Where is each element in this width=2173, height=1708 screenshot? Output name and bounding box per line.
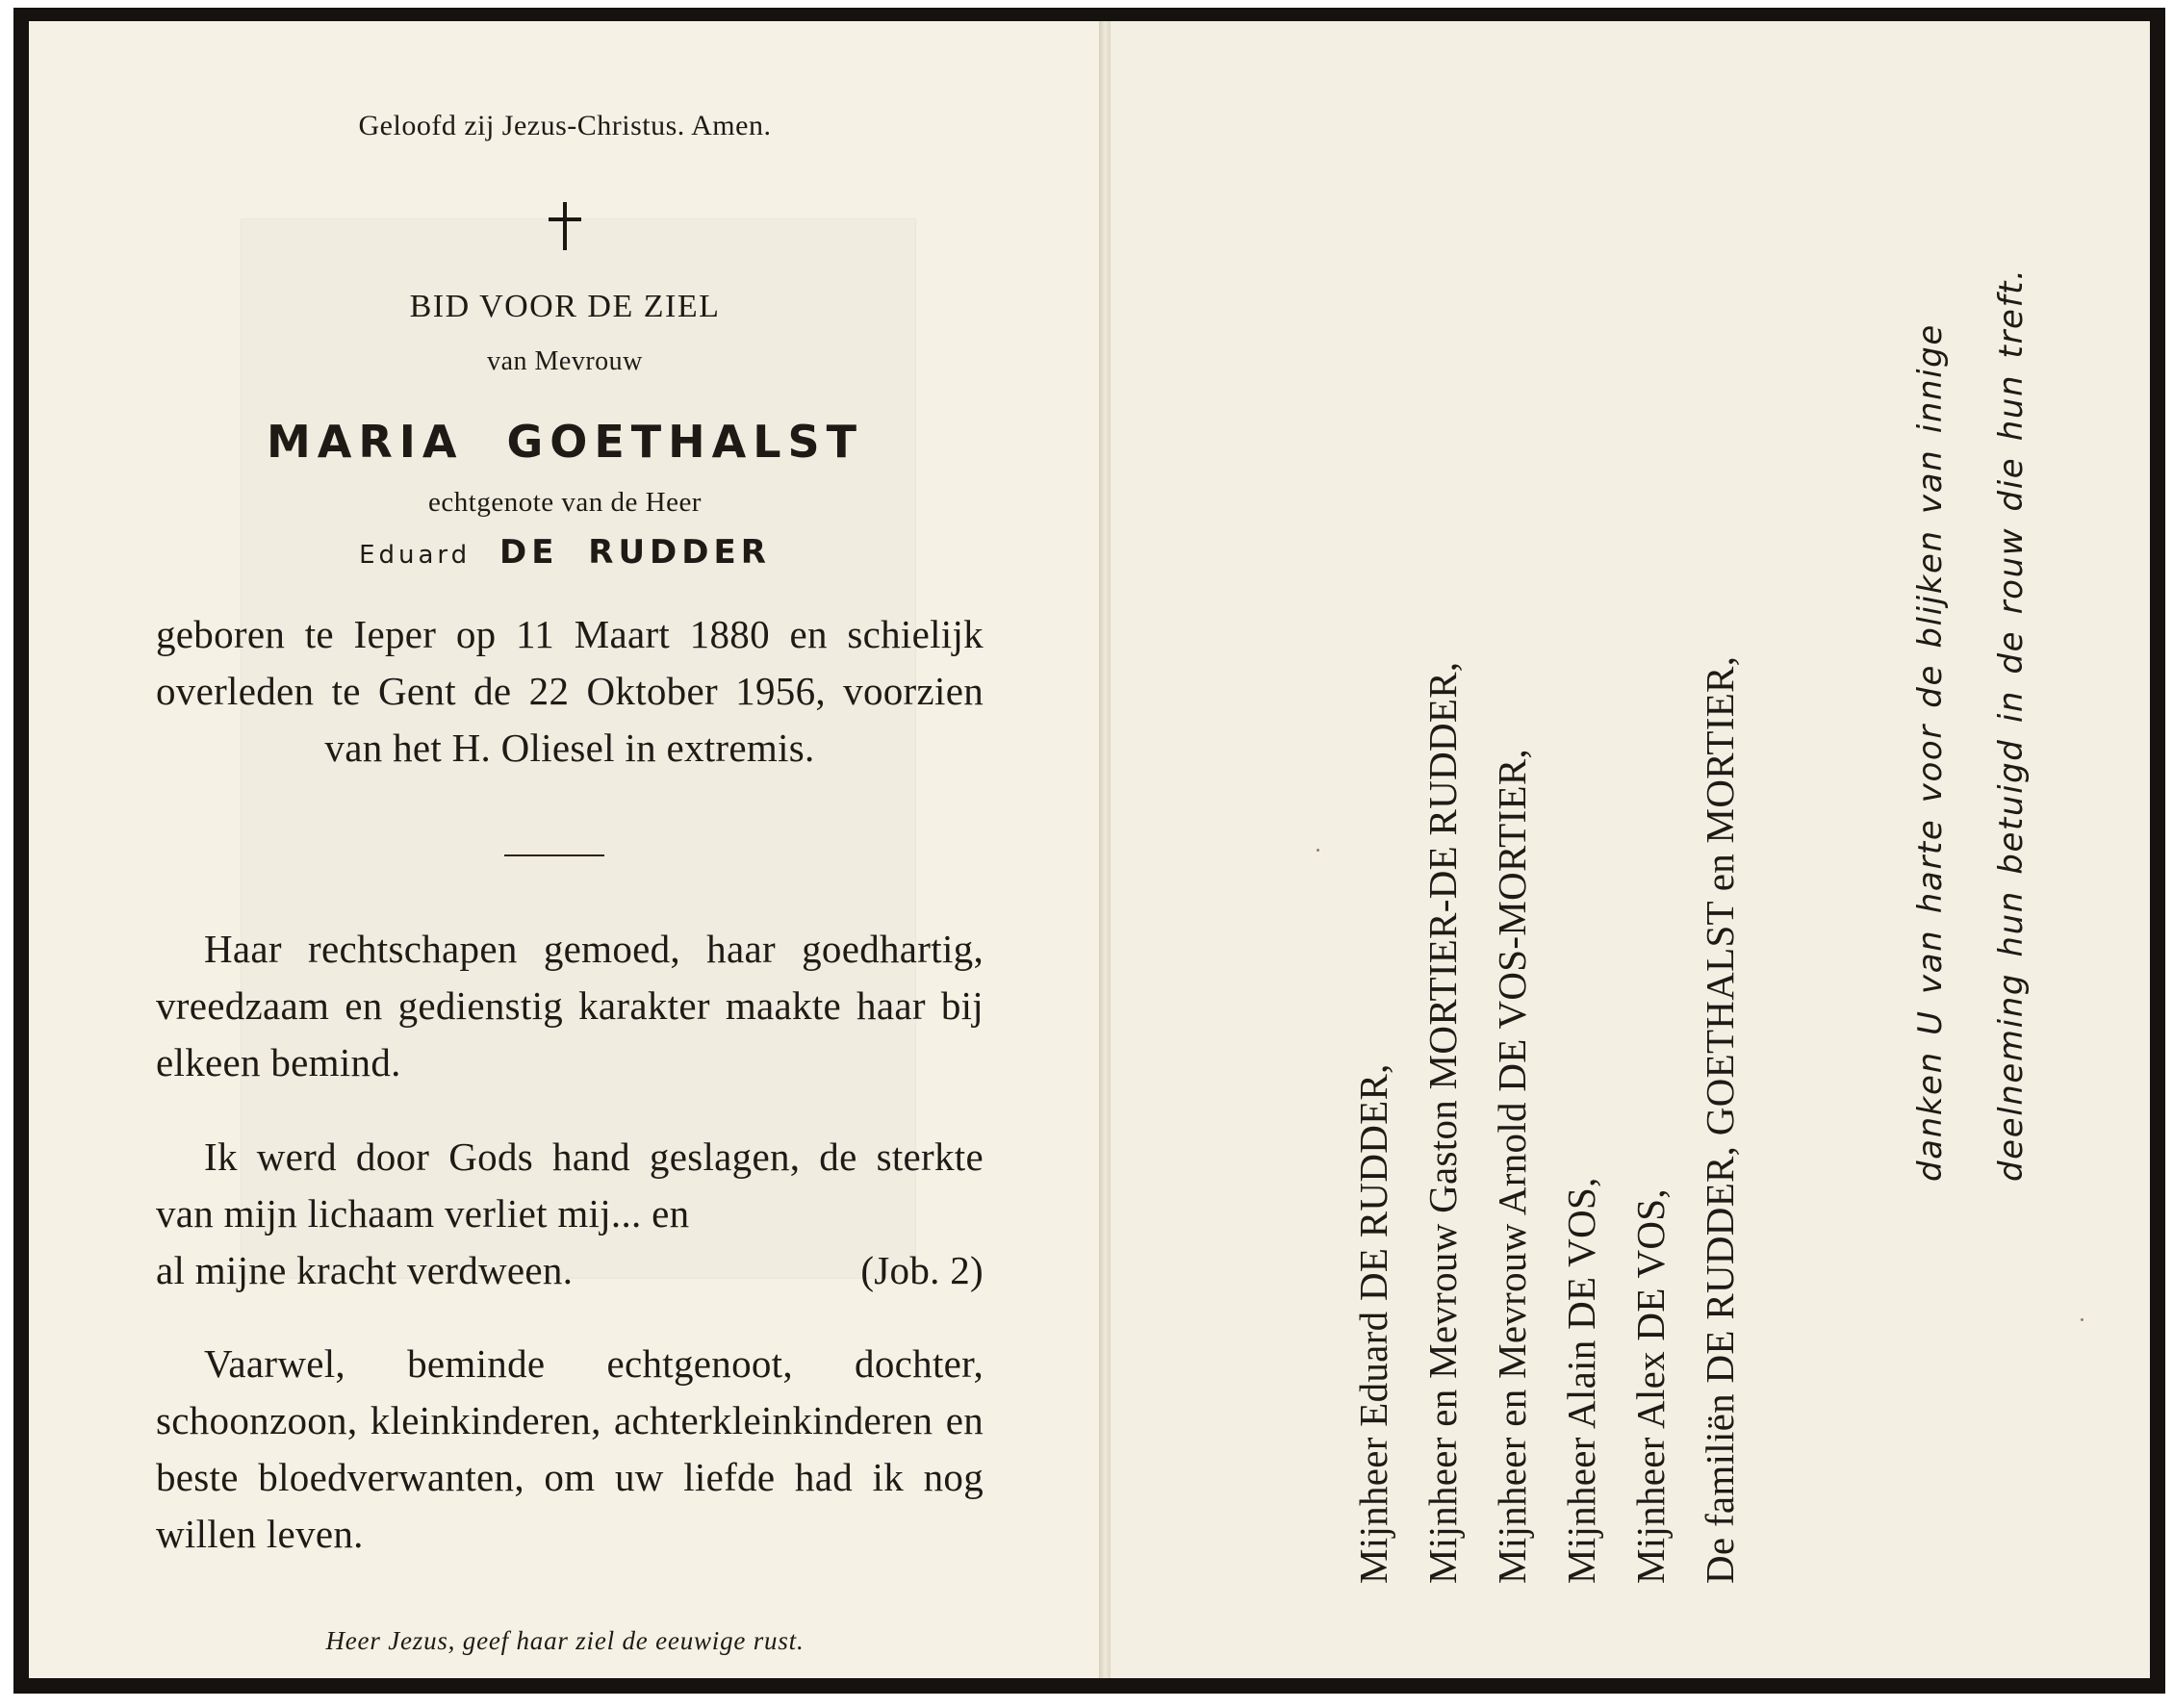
scripture-text: Ik werd door Gods hand geslagen, de sterkte van mijn lichaam verliet mij... en bbox=[156, 1134, 984, 1236]
cross-icon bbox=[549, 202, 581, 250]
birth-death-text: geboren te Ieper op 11 Maart 1880 en schielijk overleden te Gent de 22 Oktober 1956, voorzien van het H. Oliesel in extremis. bbox=[156, 612, 984, 770]
family-line: Mijnheer Alain DE VOS, bbox=[1559, 1177, 1603, 1584]
husband-first-name: Eduard bbox=[359, 541, 472, 570]
scripture-last-line bbox=[156, 1242, 984, 1299]
deceased-name: MARIA GOETHALST bbox=[266, 416, 864, 468]
speck bbox=[1317, 849, 1319, 852]
family-line: De familiën DE RUDDER, GOETHALST en MORTIER, bbox=[1698, 655, 1742, 1584]
family-line: Mijnheer Eduard DE RUDDER, bbox=[1351, 1063, 1395, 1584]
van-mevrouw: van Mevrouw bbox=[487, 346, 643, 376]
footer-prayer: Heer Jezus, geef haar ziel de eeuwige rust. bbox=[325, 1626, 805, 1655]
thanks-line: danken U van harte voor de blijken van innige bbox=[1911, 323, 1950, 1182]
thanks-line: deelneming hun betuigd in de rouw die hun treft. bbox=[1992, 268, 2031, 1182]
header-prayer: Geloofd zij Jezus-Christus. Amen. bbox=[358, 110, 772, 141]
family-list bbox=[1339, 656, 1754, 1584]
family-line: Mijnheer en Mevrouw Arnold DE VOS-MORTIER, bbox=[1490, 748, 1534, 1584]
husband-name bbox=[29, 533, 1101, 572]
speck bbox=[2081, 1318, 2084, 1321]
right-page bbox=[1111, 21, 2150, 1678]
family-line: Mijnheer Alex DE VOS, bbox=[1628, 1188, 1673, 1584]
scripture-paragraph bbox=[156, 1129, 984, 1299]
left-page bbox=[29, 21, 1101, 1678]
thanks-text bbox=[1890, 268, 2052, 1183]
divider bbox=[504, 854, 604, 856]
family-line: Mijnheer en Mevrouw Gaston MORTIER-DE RUDDER, bbox=[1420, 661, 1465, 1584]
echtgenote-line: echtgenote van de Heer bbox=[428, 487, 702, 518]
memorial-card bbox=[13, 8, 2165, 1694]
husband-last-name: DE RUDDER bbox=[499, 533, 771, 572]
scripture-text-end: al mijne kracht verdween. bbox=[156, 1248, 574, 1292]
farewell-paragraph: Vaarwel, beminde echtgenoot, dochter, schoonzoon, kleinkinderen, achterkleinkinderen en beste bloedverwanten, om uw liefde had ik nog willen leven. bbox=[156, 1341, 984, 1556]
bid-heading: BID VOOR DE ZIEL bbox=[409, 289, 721, 324]
character-paragraph: Haar rechtschapen gemoed, haar goedhartig, vreedzaam en gedienstig karakter maakte haar bij elkeen bemind. bbox=[156, 927, 984, 1084]
scripture-reference: (Job. 2) bbox=[860, 1248, 984, 1292]
